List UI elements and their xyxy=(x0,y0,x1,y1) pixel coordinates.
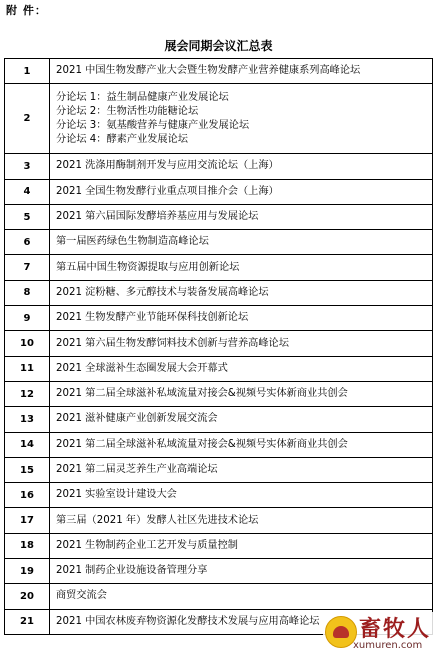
meeting-name-line: 2021 全球滋补生态圈发展大会开幕式 xyxy=(56,362,228,374)
meeting-name-line: 2021 洗涤用酶制剂开发与应用交流论坛（上海） xyxy=(56,160,279,172)
meeting-name-line: 2021 中国生物发酵产业大会暨生物发酵产业营养健康系列高峰论坛 xyxy=(56,65,361,77)
table-row xyxy=(5,381,433,406)
table-row xyxy=(5,559,433,584)
row-number: 20 xyxy=(5,584,50,609)
table-row xyxy=(5,331,433,356)
row-number: 4 xyxy=(5,179,50,204)
meeting-name-line: 2021 淀粉糖、多元醇技术与装备发展高峰论坛 xyxy=(56,286,269,298)
meeting-name-line: 2021 实验室设计建设大会 xyxy=(56,489,177,501)
table-row xyxy=(5,179,433,204)
meeting-name xyxy=(50,457,433,482)
row-number: 9 xyxy=(5,306,50,331)
table-row xyxy=(5,280,433,305)
row-number: 12 xyxy=(5,381,50,406)
watermark xyxy=(323,612,433,652)
row-number: 6 xyxy=(5,230,50,255)
row-number: 1 xyxy=(5,59,50,84)
table-row xyxy=(5,204,433,229)
table-row xyxy=(5,84,433,154)
document-title: 展会同期会议汇总表 xyxy=(164,39,273,53)
meeting-name xyxy=(50,584,433,609)
row-number: 10 xyxy=(5,331,50,356)
meeting-name-line: 2021 第二届灵芝养生产业高端论坛 xyxy=(56,464,218,475)
row-number: 3 xyxy=(5,154,50,179)
meeting-name-line: 第五届中国生物资源提取与应用创新论坛 xyxy=(56,261,240,273)
meeting-name xyxy=(50,306,433,331)
table-row xyxy=(5,154,433,179)
meeting-name xyxy=(50,331,433,356)
meeting-name-line: 第一届医药绿色生物制造高峰论坛 xyxy=(56,236,209,248)
row-number: 17 xyxy=(5,508,50,533)
row-number: 14 xyxy=(5,432,50,457)
meeting-name-line: 分论坛 4：酵素产业发展论坛 xyxy=(56,133,188,145)
watermark-url: xumuren.com xyxy=(353,640,423,651)
meeting-name-line: 2021 第六届国际发酵培养基应用与发展论坛 xyxy=(56,211,259,223)
meeting-name xyxy=(50,179,433,204)
meeting-name xyxy=(50,381,433,406)
meeting-name xyxy=(50,84,433,154)
meeting-name xyxy=(50,533,433,558)
table-row xyxy=(5,255,433,280)
row-number: 13 xyxy=(5,407,50,432)
row-number: 16 xyxy=(5,483,50,508)
meeting-name xyxy=(50,508,433,533)
row-number: 7 xyxy=(5,255,50,280)
row-number: 11 xyxy=(5,356,50,381)
table-row xyxy=(5,407,433,432)
row-number: 2 xyxy=(5,84,50,154)
meeting-name-line: 2021 第二届全球滋补私域流量对接会&视频号实体新商业共创会 xyxy=(56,388,348,400)
meeting-name xyxy=(50,154,433,179)
row-number: 18 xyxy=(5,533,50,558)
meeting-name-line: 2021 生物制药企业工艺开发与质量控制 xyxy=(56,539,238,551)
attachment-label: 附 件： xyxy=(6,4,47,17)
meeting-name xyxy=(50,407,433,432)
meeting-name-line: 第三届（2021 年）发酵人社区先进技术论坛 xyxy=(56,514,259,526)
row-number: 5 xyxy=(5,204,50,229)
meeting-name xyxy=(50,204,433,229)
meeting-name xyxy=(50,59,433,84)
meeting-name-line: 分论坛 2：生物活性功能糖论坛 xyxy=(56,105,199,117)
meeting-summary-table xyxy=(4,58,433,635)
watermark-title: 畜牧人 xyxy=(359,616,432,642)
meeting-name xyxy=(50,230,433,255)
meeting-name xyxy=(50,356,433,381)
meeting-name-line: 2021 生物发酵产业节能环保科技创新论坛 xyxy=(56,312,249,324)
meeting-name-line: 商贸交流会 xyxy=(56,590,107,602)
table-row xyxy=(5,483,433,508)
meeting-name xyxy=(50,432,433,457)
meeting-name-line: 2021 制药企业设施设备管理分享 xyxy=(56,565,208,577)
row-number: 8 xyxy=(5,280,50,305)
table-row xyxy=(5,533,433,558)
table-row xyxy=(5,356,433,381)
row-number: 15 xyxy=(5,457,50,482)
table-row xyxy=(5,306,433,331)
meeting-name-line: 分论坛 1：益生制品健康产业发展论坛 xyxy=(56,91,229,103)
meeting-name-line: 分论坛 3：氨基酸营养与健康产业发展论坛 xyxy=(56,119,250,131)
meeting-name-line: 2021 第六届生物发酵饲料技术创新与营养高峰论坛 xyxy=(56,337,289,349)
row-number: 21 xyxy=(5,609,50,634)
row-number: 19 xyxy=(5,559,50,584)
table-row xyxy=(5,457,433,482)
meeting-name xyxy=(50,280,433,305)
meeting-name xyxy=(50,483,433,508)
table-row xyxy=(5,508,433,533)
meeting-name xyxy=(50,559,433,584)
table-row xyxy=(5,59,433,84)
meeting-name-line: 2021 全国生物发酵行业重点项目推介会（上海） xyxy=(56,185,279,197)
meeting-name-line: 2021 中国农林废弃物资源化发酵技术发展与应用高峰论坛 xyxy=(56,615,320,627)
meeting-name-line: 2021 第二届全球滋补私域流量对接会&视频号实体新商业共创会 xyxy=(56,438,348,450)
table-row xyxy=(5,432,433,457)
table-row xyxy=(5,230,433,255)
meeting-name-line: 2021 滋补健康产业创新发展交流会 xyxy=(56,413,218,425)
meeting-name xyxy=(50,255,433,280)
table-row xyxy=(5,584,433,609)
